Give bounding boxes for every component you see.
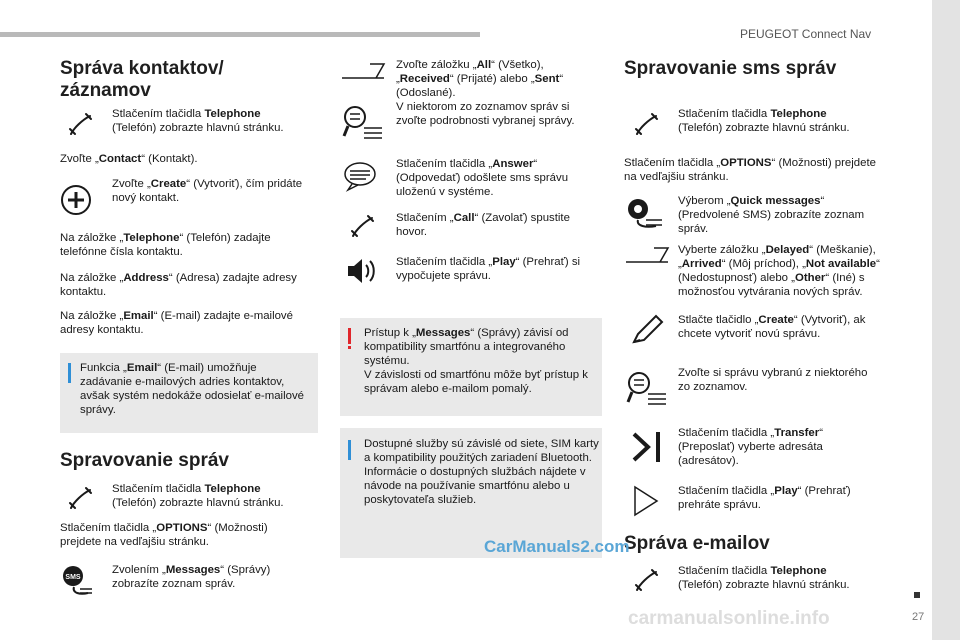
step-messages: Zvolením „Messages“ (Správy) zobrazíte zoznam správ. bbox=[112, 564, 271, 590]
speaker-play-icon bbox=[346, 256, 380, 286]
play-icon bbox=[632, 484, 660, 518]
call-icon bbox=[348, 214, 378, 240]
phone-handset-icon bbox=[66, 112, 96, 138]
para-email-tab: Na záložke „Email“ (E-mail) zadajte e-mailové adresy kontaktu. bbox=[60, 310, 293, 336]
header-title: PEUGEOT Connect Nav bbox=[740, 27, 872, 41]
phone-handset-icon bbox=[632, 112, 662, 138]
section-title-contacts: Správa kontaktov/ záznamov bbox=[60, 58, 224, 101]
page-number: 27 bbox=[912, 611, 925, 623]
info-icon bbox=[348, 440, 351, 460]
pencil-icon bbox=[630, 314, 664, 346]
info-icon bbox=[68, 363, 71, 383]
step-create-message: Stlačte tlačidlo „Create“ (Vytvoriť), ak chcete vytvoriť novú správu. bbox=[678, 314, 866, 340]
section-title-sms: Spravovanie sms správ bbox=[624, 58, 837, 79]
sms-bubble-icon bbox=[60, 563, 96, 599]
step-play: Stlačením tlačidla „Play“ (Prehrať) si vypočujete správu. bbox=[396, 256, 581, 282]
step-call: Stlačením „Call“ (Zavolať) spustite hovor. bbox=[396, 212, 570, 238]
para-options-2: Stlačením tlačidla „OPTIONS“ (Možnosti) prejdete na vedľajšiu stránku. bbox=[624, 157, 876, 183]
magnifier-list-icon bbox=[626, 370, 668, 406]
svg-text:SMS: SMS bbox=[65, 574, 81, 581]
section-title-email: Správa e-mailov bbox=[624, 533, 770, 554]
footer-watermark: carmanualsonline.info bbox=[628, 608, 830, 629]
step-telephone-1: Stlačením tlačidla Telephone (Telefón) zobrazte hlavnú stránku. bbox=[112, 108, 284, 134]
step-telephone-2: Stlačením tlačidla Telephone (Telefón) zobrazte hlavnú stránku. bbox=[112, 483, 284, 509]
answer-bubble-icon bbox=[342, 160, 382, 192]
step-select-message: Zvoľte si správu vybranú z niektorého zo zoznamov. bbox=[678, 367, 868, 393]
step-tabs-all-received-sent: Zvoľte záložku „All“ (Všetko), „Received“ (Prijaté) alebo „Sent“ (Odoslané). bbox=[396, 59, 564, 99]
warning-messages-text: Prístup k „Messages“ (Správy) závisí od kompatibility smartfónu a integrovaného systému. V závislosti od smartfónu môže byť prístup k správam alebo e-mailom pomalý. bbox=[364, 327, 588, 395]
end-marker bbox=[914, 592, 920, 598]
step-message-details: V niektorom zo zoznamov správ si zvoľte podrobnosti vybranej správy. bbox=[396, 101, 575, 127]
step-tabs-delayed: Vyberte záložku „Delayed“ (Meškanie), „Arrived“ (Môj príchod), „Not available“ (Nedostupnosť) alebo „Other“ (Iné) s možnosťou vytvárania nových správ. bbox=[678, 244, 880, 298]
note-email-text: Funkcia „Email“ (E-mail) umožňuje zadávanie e-mailových adries kontaktov, avšak systém nedokáže odosielať e-mailové správy. bbox=[80, 362, 304, 416]
step-answer: Stlačením tlačidla „Answer“ (Odpovedať) odošlete sms správu uloženú v systéme. bbox=[396, 158, 569, 198]
step-quick-messages: Výberom „Quick messages“ (Predvolené SMS) zobrazíte zoznam správ. bbox=[678, 195, 865, 235]
note-services-text: Dostupné služby sú závislé od siete, SIM karty a kompatibility použitých zariadení Bluetooth. Informácie o dostupných službách nájdete v návode na používanie smartfónu alebo u poskytovateľa služieb. bbox=[364, 438, 599, 506]
para-address-tab: Na záložke „Address“ (Adresa) zadajte adresy kontaktu. bbox=[60, 272, 297, 298]
top-bar bbox=[0, 32, 480, 37]
warning-icon-dot bbox=[348, 346, 351, 349]
warning-icon bbox=[348, 328, 351, 344]
transfer-icon bbox=[632, 430, 662, 464]
watermark-carmanuals: CarManuals2.com bbox=[484, 537, 630, 556]
tab-icon bbox=[340, 62, 386, 80]
step-create-contact: Zvoľte „Create“ (Vytvoriť), čím pridáte nový kontakt. bbox=[112, 178, 303, 204]
phone-handset-icon bbox=[66, 486, 96, 512]
step-telephone-4: Stlačením tlačidla Telephone (Telefón) zobrazte hlavnú stránku. bbox=[678, 565, 850, 591]
quick-messages-icon bbox=[624, 196, 664, 232]
note-email bbox=[60, 353, 318, 433]
step-transfer: Stlačením tlačidla „Transfer“ (Preposlať) vyberte adresáta (adresátov). bbox=[678, 427, 823, 467]
para-contact: Zvoľte „Contact“ (Kontakt). bbox=[60, 153, 198, 165]
side-strip bbox=[932, 0, 960, 640]
para-options-1: Stlačením tlačidla „OPTIONS“ (Možnosti) prejdete na vedľajšiu stránku. bbox=[60, 522, 268, 548]
step-play-sms: Stlačením tlačidla „Play“ (Prehrať) prehráte správu. bbox=[678, 485, 851, 511]
warning-messages bbox=[340, 318, 602, 416]
para-telephone-tab: Na záložke „Telephone“ (Telefón) zadajte telefónne čísla kontaktu. bbox=[60, 232, 271, 258]
add-circle-icon bbox=[60, 184, 92, 216]
magnifier-list-icon bbox=[342, 104, 384, 140]
tab-icon bbox=[624, 246, 670, 264]
phone-handset-icon bbox=[632, 568, 662, 594]
step-telephone-3: Stlačením tlačidla Telephone (Telefón) zobrazte hlavnú stránku. bbox=[678, 108, 850, 134]
section-title-messages: Spravovanie správ bbox=[60, 450, 229, 471]
